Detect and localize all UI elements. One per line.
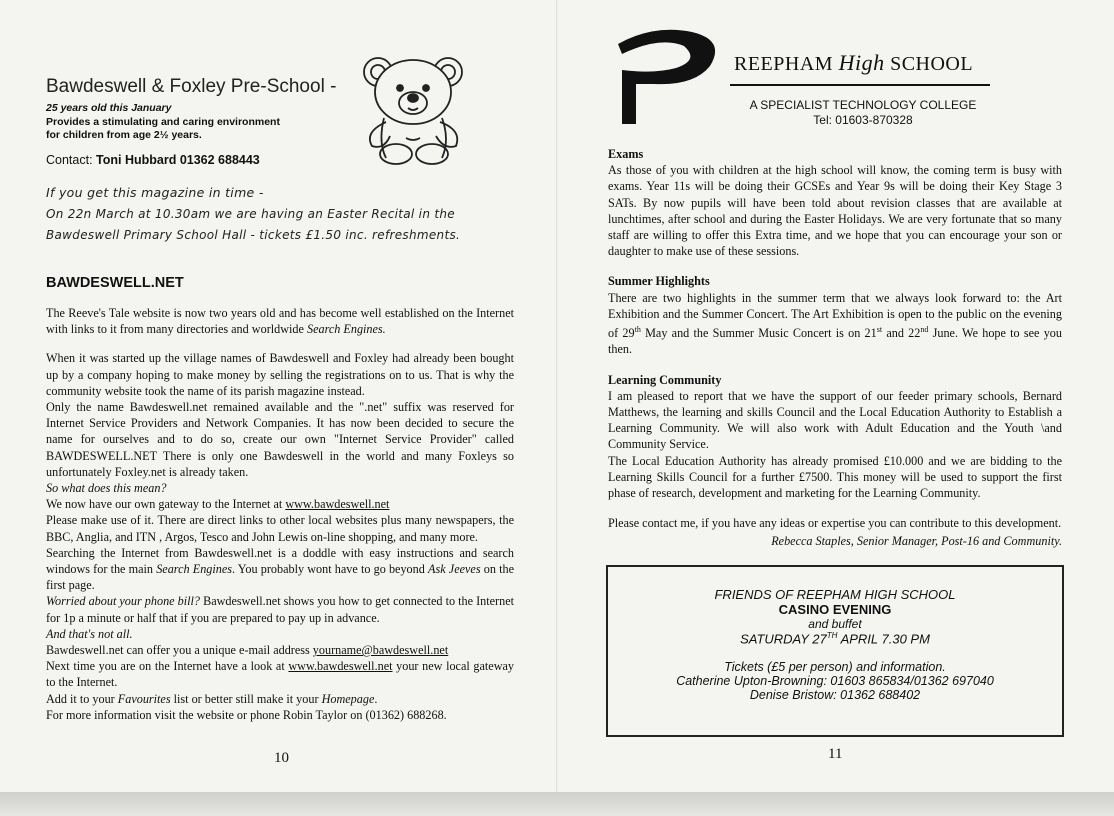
paragraph: Please make use of it. There are direct links to other local websites plus many newspapers, the BBC, Anglia, and ITN , Argos, Tesco and John Lewis on-line shopping, and many more. xyxy=(46,513,514,544)
preschool-title: Bawdeswell & Foxley Pre-School - xyxy=(46,76,337,97)
college-subtitle: A SPECIALIST TECHNOLOGY COLLEGE xyxy=(749,98,977,112)
school-logo-icon xyxy=(614,24,734,124)
paragraph: We now have our own gateway to the Internet at www.bawdeswell.net xyxy=(46,497,390,512)
preschool-years: 25 years old this January xyxy=(46,102,172,114)
school-name: REEPHAM High SCHOOL xyxy=(734,50,974,75)
question-line: So what does this mean? xyxy=(46,481,167,496)
paragraph: Searching the Internet from Bawdeswell.net is a doddle with easy instructions and search windows for the main Search Engines. You probably wont have to go beyond Ask Jeeves on the first page. xyxy=(46,545,515,593)
learning-heading: Learning Community xyxy=(608,372,722,387)
notice-line1: FRIENDS OF REEPHAM HIGH SCHOOL xyxy=(714,587,956,602)
learning-paragraph-2: The Local Education Authority has already promised £10.000 and we are bidding to the Learning Skills Council for a further £7500. This money will be used to support the first phase of research, development and marketing for the Learning Community. xyxy=(608,453,1062,500)
paragraph: When it was started up the village names of Bawdeswell and Foxley had already been bought up by a company hoping to make money by selling the registrations on to us. That is why the community website took the name of its parish magazine instead. xyxy=(46,351,514,398)
preschool-contact xyxy=(46,153,260,167)
teddy-bear-illustration xyxy=(356,50,468,168)
page-number: 10 xyxy=(274,750,289,766)
summer-heading: Summer Highlights xyxy=(608,274,710,289)
contact-paragraph: Please contact me, if you have any ideas or expertise you can contribute to this development. xyxy=(608,516,1062,531)
summer-paragraph: There are two highlights in the summer term that we always look forward to: the Art Exhibition and the Summer Concert. The Art Exhibition is open to the public on the evening of 29th May and the Summer Music Concert is on 21st and 22nd June. We hope to see you then. xyxy=(608,290,1062,357)
logo-rule xyxy=(730,84,990,86)
notice-line3: and buffet xyxy=(808,617,862,631)
contact-label: Contact: xyxy=(46,153,97,167)
website-link[interactable]: www.bawdeswell.net xyxy=(285,497,390,512)
notice-line7: Denise Bristow: 01362 688402 xyxy=(749,688,921,703)
handwritten-note-line1: If you get this magazine in time - xyxy=(46,185,264,200)
paragraph: For more information visit the website or phone Robin Taylor on (01362) 688268. xyxy=(46,707,447,722)
notice-line6: Catherine Upton-Browning: 01603 865834/01362 697040 xyxy=(676,674,994,689)
email-link[interactable]: yourname@bawdeswell.net xyxy=(312,643,449,658)
paragraph: The Reeve's Tale website is now two years old and has become well established on the Internet with links to it from many directories and worldwide Search Engines. xyxy=(46,306,514,337)
scan-edge xyxy=(0,792,1114,816)
website-link[interactable]: www.bawdeswell.net xyxy=(288,659,393,674)
paragraph: Only the name Bawdeswell.net remained available and the ".net" suffix was reserved for Internet Service Providers and Network Companies. It has now been decided to secure the name for ourselves and to do so, create our own "Internet Service Provider" called BAWDESWELL.NET There is only one Bawdeswell in the world and many Foxleys so unfortunately Foxley.net is already taken. xyxy=(46,400,514,479)
school-name-high: High xyxy=(838,50,885,75)
contact-name: Toni Hubbard 01362 688443 xyxy=(96,153,260,167)
paragraph: Worried about your phone bill? Bawdeswell.net shows you how to get connected to the Internet for 1p a minute or half that if you are prepared to pay up in advance. xyxy=(46,594,514,625)
learning-paragraph: I am pleased to report that we have the support of our feeder primary schools, Bernard Matthews, the learning and skills Council and the Local Education Authority to Establish a Learning Community. We will also work with Adult Education and the Youth \and Community Service. xyxy=(608,388,1062,452)
handwritten-note-line3: Bawdeswell Primary School Hall - tickets £1.50 inc. refreshments. xyxy=(46,228,461,242)
preschool-line2: for children from age 2½ years. xyxy=(46,129,202,141)
section-heading: BAWDESWELL.NET xyxy=(46,275,184,291)
school-telephone: Tel: 01603-870328 xyxy=(813,113,913,127)
page-11 xyxy=(558,0,1114,792)
notice-line2: CASINO EVENING xyxy=(778,602,892,617)
article-body xyxy=(46,305,514,723)
exams-heading: Exams xyxy=(608,147,644,161)
school-news xyxy=(608,146,1062,550)
paragraph: Bawdeswell.net can offer you a unique e-mail address yourname@bawdeswell.net xyxy=(46,643,449,658)
notice-line5: Tickets (£5 per person) and information. xyxy=(724,660,946,675)
exams-paragraph: As those of you with children at the high school will know, the coming term is busy with exams. Year 11s will be doing their GCSEs and Year 9s will be doing their Key Stage 3 SATs. By now pupils will have been told about revision classes that are available at lunchtimes, after school and during the Easter Holidays. We are very fortunate that so many staff are willing to offer this Extra time, and we hope that you can encourage your son or daughter to make use of these sessions. xyxy=(608,163,1062,259)
question-line: And that's not all. xyxy=(46,626,133,641)
paragraph: Add it to your Favourites list or better still make it your Homepage. xyxy=(46,691,378,706)
handwritten-note-line2: On 22n March at 10.30am we are having an Easter Recital in the xyxy=(46,207,455,221)
notice-line4: SATURDAY 27TH APRIL 7.30 PM xyxy=(740,631,930,647)
page-number: 11 xyxy=(828,746,843,762)
paragraph: Next time you are on the Internet have a look at www.bawdeswell.net your new local gateway to the Internet. xyxy=(46,659,514,690)
preschool-line1: Provides a stimulating and caring environment xyxy=(46,116,280,128)
signature: Rebecca Staples, Senior Manager, Post-16 and Community. xyxy=(771,534,1062,549)
page-10 xyxy=(0,0,556,792)
casino-evening-notice xyxy=(606,565,1064,737)
